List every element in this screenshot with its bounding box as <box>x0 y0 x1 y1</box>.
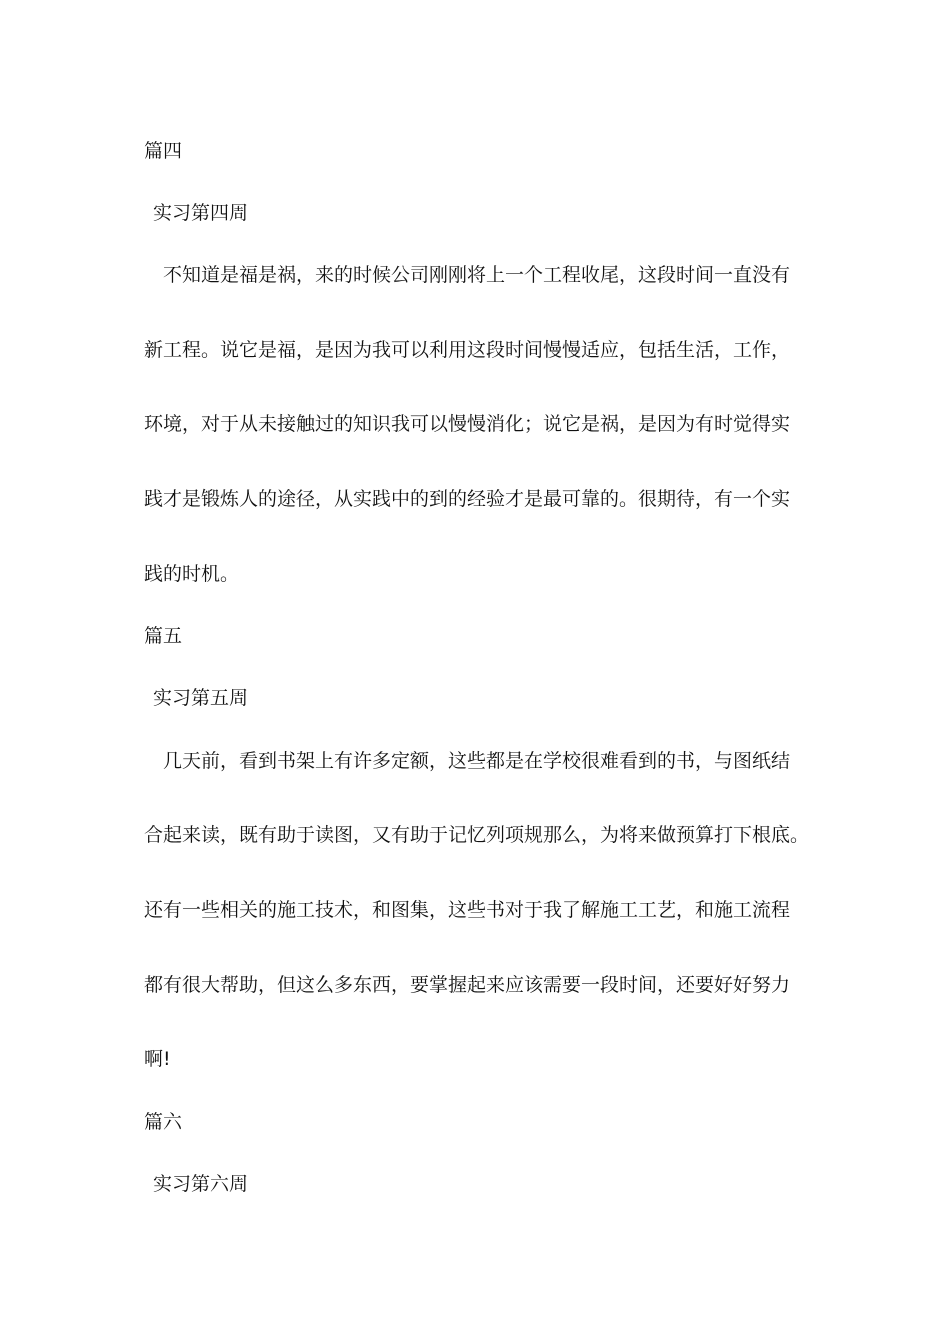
section-subtitle: 实习第六周 <box>153 1173 249 1195</box>
paragraph-line: 践才是锻炼人的途径，从实践中的到的经验才是最可靠的。很期待，有一个实 <box>144 488 791 510</box>
paragraph-line: 合起来读，既有助于读图，又有助于记忆列项规那么，为将来做预算打下根底。 <box>144 824 810 846</box>
paragraph-line: 不知道是福是祸，来的时候公司刚刚将上一个工程收尾，这段时间一直没有 <box>163 264 791 286</box>
section-subtitle: 实习第四周 <box>153 202 249 224</box>
paragraph-line: 啊! <box>144 1048 171 1070</box>
section-heading: 篇四 <box>144 140 183 162</box>
paragraph-line: 还有一些相关的施工技术，和图集，这些书对于我了解施工工艺，和施工流程 <box>144 899 791 921</box>
section-heading: 篇六 <box>144 1111 183 1133</box>
paragraph-line: 几天前，看到书架上有许多定额，这些都是在学校很难看到的书，与图纸结 <box>163 750 791 772</box>
paragraph-line: 新工程。说它是福，是因为我可以利用这段时间慢慢适应，包括生活，工作， <box>144 339 791 361</box>
paragraph-line: 都有很大帮助，但这么多东西，要掌握起来应该需要一段时间，还要好好努力 <box>144 974 791 996</box>
paragraph-line: 环境，对于从未接触过的知识我可以慢慢消化；说它是祸，是因为有时觉得实 <box>144 413 791 435</box>
section-subtitle: 实习第五周 <box>153 687 249 709</box>
paragraph-line: 践的时机。 <box>144 563 240 585</box>
section-heading: 篇五 <box>144 625 183 647</box>
